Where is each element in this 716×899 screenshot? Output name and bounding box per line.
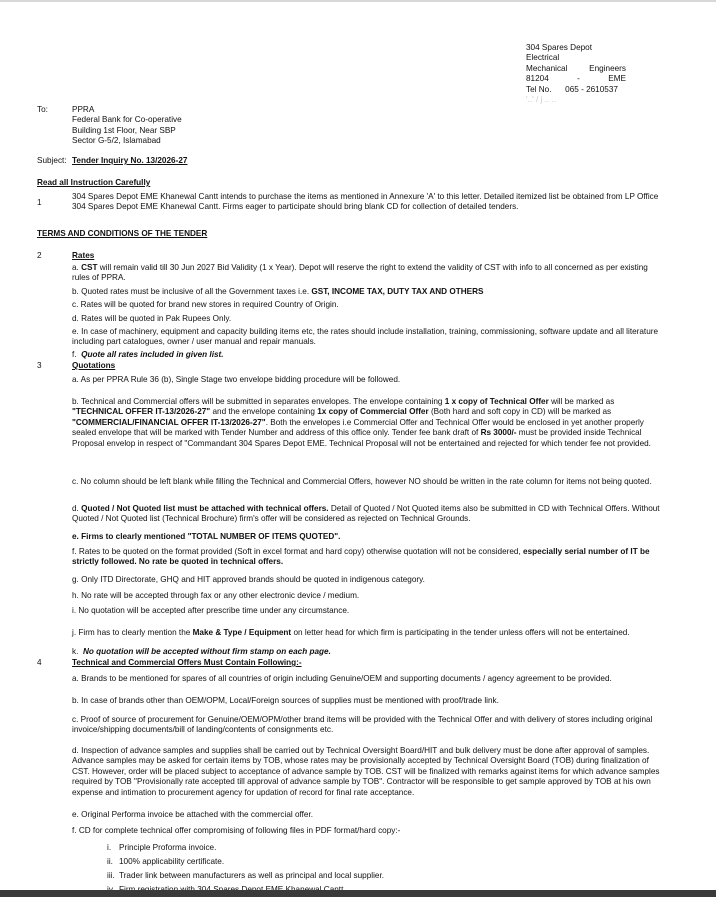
offers-a: a. Brands to be mentioned for spares of all countries of origin including Genuine/OEM and supporting documents / agency agreement to be provided. — [72, 674, 612, 683]
rates-f: f. Quote all rates included in given list. — [72, 350, 224, 359]
top-border — [0, 0, 716, 2]
terms-heading: TERMS AND CONDITIONS OF THE TENDER — [37, 229, 208, 238]
para-1-number: 1 — [37, 198, 42, 207]
sender-line-2a: Mechanical — [526, 63, 568, 73]
subject: Tender Inquiry No. 13/2026-27 — [72, 156, 188, 165]
section-2-heading: Rates — [72, 251, 95, 260]
quotations-j: j. Firm has to clearly mention the Make & Type / Equipment on letter head for which firm is participating in the tender unless offers will not be entertained. — [72, 628, 630, 637]
to-label: To: — [37, 105, 48, 114]
sender-line-1: 304 Spares Depot Electrical — [526, 43, 592, 63]
list-item: i. Principle Proforma invoice. — [107, 843, 217, 852]
quotations-g: g. Only ITD Directorate, GHQ and HIT approved brands should be quoted in indigenous category. — [72, 575, 425, 584]
section-2-number: 2 — [37, 251, 42, 260]
section-3-heading: Quotations — [72, 361, 116, 370]
quotations-f: f. Rates to be quoted on the format provided (Soft in excel format and hard copy) otherwise quotation will not be considered, especially serial number of IT be strictly followed. No rate be quoted in technical offers. — [72, 547, 650, 567]
to-address — [72, 105, 182, 147]
rates-a: a. CST will remain valid till 30 Jun 2027 Bid Validity (1 x Year). Depot will reserve the right to extend the validity of CST with info to all concerned as per existing rules of PPRA. — [72, 263, 648, 283]
offers-c: c. Proof of source of procurement for Genuine/OEM/OPM/other brand items will be provided with the Technical Offer and with delivery of stores including original invoice/shipping documents/bill of landing/contents of consignments etc. — [72, 715, 653, 735]
section-4-heading: Technical and Commercial Offers Must Contain Following:- — [72, 658, 302, 667]
list-item: ii. 100% applicability certificate. — [107, 857, 225, 866]
rates-c: c. Rates will be quoted for brand new stores in required Country of Origin. — [72, 300, 339, 309]
para-1: 304 Spares Depot EME Khanewal Cantt intends to purchase the items as mentioned in Annexure 'A' to this letter. Detailed itemized list be obtained from LP Office 304 Spares Depot EME Khanewal Cantt. Firms eager to participate should bring blank CD for collection of detailed tenders. — [72, 192, 659, 212]
rates-d: d. Rates will be quoted in Pak Rupees Only. — [72, 314, 232, 323]
section-4-number: 4 — [37, 658, 42, 667]
rates-b: b. Quoted rates must be inclusive of all the Government taxes i.e. GST, INCOME TAX, DUTY TAX AND OTHERS — [72, 287, 484, 296]
sender-date: '..' / j .. .. — [526, 95, 556, 105]
quotations-d: d. Quoted / Not Quoted list must be attached with technical offers. Detail of Quoted / Not Quoted items also be submitted in CD with Technical Offers. Without Quoted / Not Quoted list (Technical Brochure) firm's offer will be considered as rejected on Technical Grounds. — [72, 504, 660, 524]
quotations-e: e. Firms to clearly mentioned "TOTAL NUMBER OF ITEMS QUOTED". — [72, 532, 341, 541]
sender-address — [526, 43, 626, 105]
to-line-2: Federal Bank for Co-operative — [72, 115, 182, 125]
rates-e: e. In case of machinery, equipment and capacity building items etc, the rates should include installation, training, commissioning, software update and all literature including part catalogues, owner / user manual and repair manuals. — [72, 327, 659, 347]
offers-d: d. Inspection of advance samples and supplies shall be carried out by Technical Oversight Board/HIT and bulk delivery must be done after approval of samples. Advance samples may be asked for certain items by TOB, whose rates may be provisionally accepted by Technical Oversight Board (TOB) during finalization of CST. However, order will be placed subject to acceptance of advance sample by TOB. CST will be finalized with remarks against items for which advance samples required by TOB "Provisionally rate accepted till approval of advance sample by TOB". Contractor will be responsible to get sample approved by TOB at his own expense and intimation to procurement agency for updation of record for final rate acceptance. — [72, 746, 660, 797]
quotations-b: b. Technical and Commercial offers will be submitted in separates envelopes. The envelope containing 1 x copy of Technical Offer will be marked as "TECHNICAL OFFER IT-13/2026-27" and the envelope containing 1x copy of Commercial Offer (Both hard and soft copy in CD) will be marked as "COMMERCIAL/FINANCIAL OFFER IT-13/2026-27". Both the envelopes i.e Commercial Offer and Technical Offer would be enclosed in yet another properly sealed envelope that will be marked with Tender Number and address of this office only. Tender fee bank draft of Rs 3000/- must be provided inside Technical Proposal envelop in respect of "Commandant 304 Spares Depot EME. Technical Proposal will not be entertained and rejected for which tender fee not provided. — [72, 397, 651, 448]
quotations-c: c. No column should be left blank while filling the Technical and Commercial Offers, however NO should be written in the rate column for items not being quoted. — [72, 477, 652, 486]
quotations-a: a. As per PPRA Rule 36 (b), Single Stage two envelope bidding procedure will be followed. — [72, 375, 401, 384]
sender-tel: 065 - 2610537 — [565, 84, 618, 94]
to-line-4: Sector G-5/2, Islamabad — [72, 136, 161, 146]
to-line-3: Building 1st Floor, Near SBP — [72, 125, 176, 135]
list-item: iii. Trader link between manufacturers as well as principal and local supplier. — [107, 871, 385, 880]
offers-b: b. In case of brands other than OEM/OPM, Local/Foreign sources of supplies must be mentioned with proof/trade link. — [72, 696, 499, 705]
subject-label: Subject: — [37, 156, 67, 165]
sender-postcode: 81204 — [526, 74, 549, 84]
sender-line-3b: EME — [608, 74, 626, 84]
offers-e: e. Original Performa invoice be attached with the commercial offer. — [72, 810, 314, 819]
bottom-bar — [0, 890, 716, 897]
section-3-number: 3 — [37, 361, 42, 370]
sender-tel-label: Tel No. — [526, 84, 552, 94]
quotations-i: i. No quotation will be accepted after prescribe time under any circumstance. — [72, 606, 350, 615]
quotations-k: k. No quotation will be accepted without firm stamp on each page. — [72, 647, 331, 656]
quotations-h: h. No rate will be accepted through fax or any other electronic device / medium. — [72, 591, 360, 600]
offers-f: f. CD for complete technical offer compromising of following files in PDF format/hard copy:- — [72, 826, 401, 835]
sender-dash: - — [577, 74, 580, 84]
to-line-1: PPRA — [72, 105, 95, 114]
sender-line-2b: Engineers — [589, 63, 626, 73]
read-heading: Read all Instruction Carefully — [37, 178, 151, 187]
